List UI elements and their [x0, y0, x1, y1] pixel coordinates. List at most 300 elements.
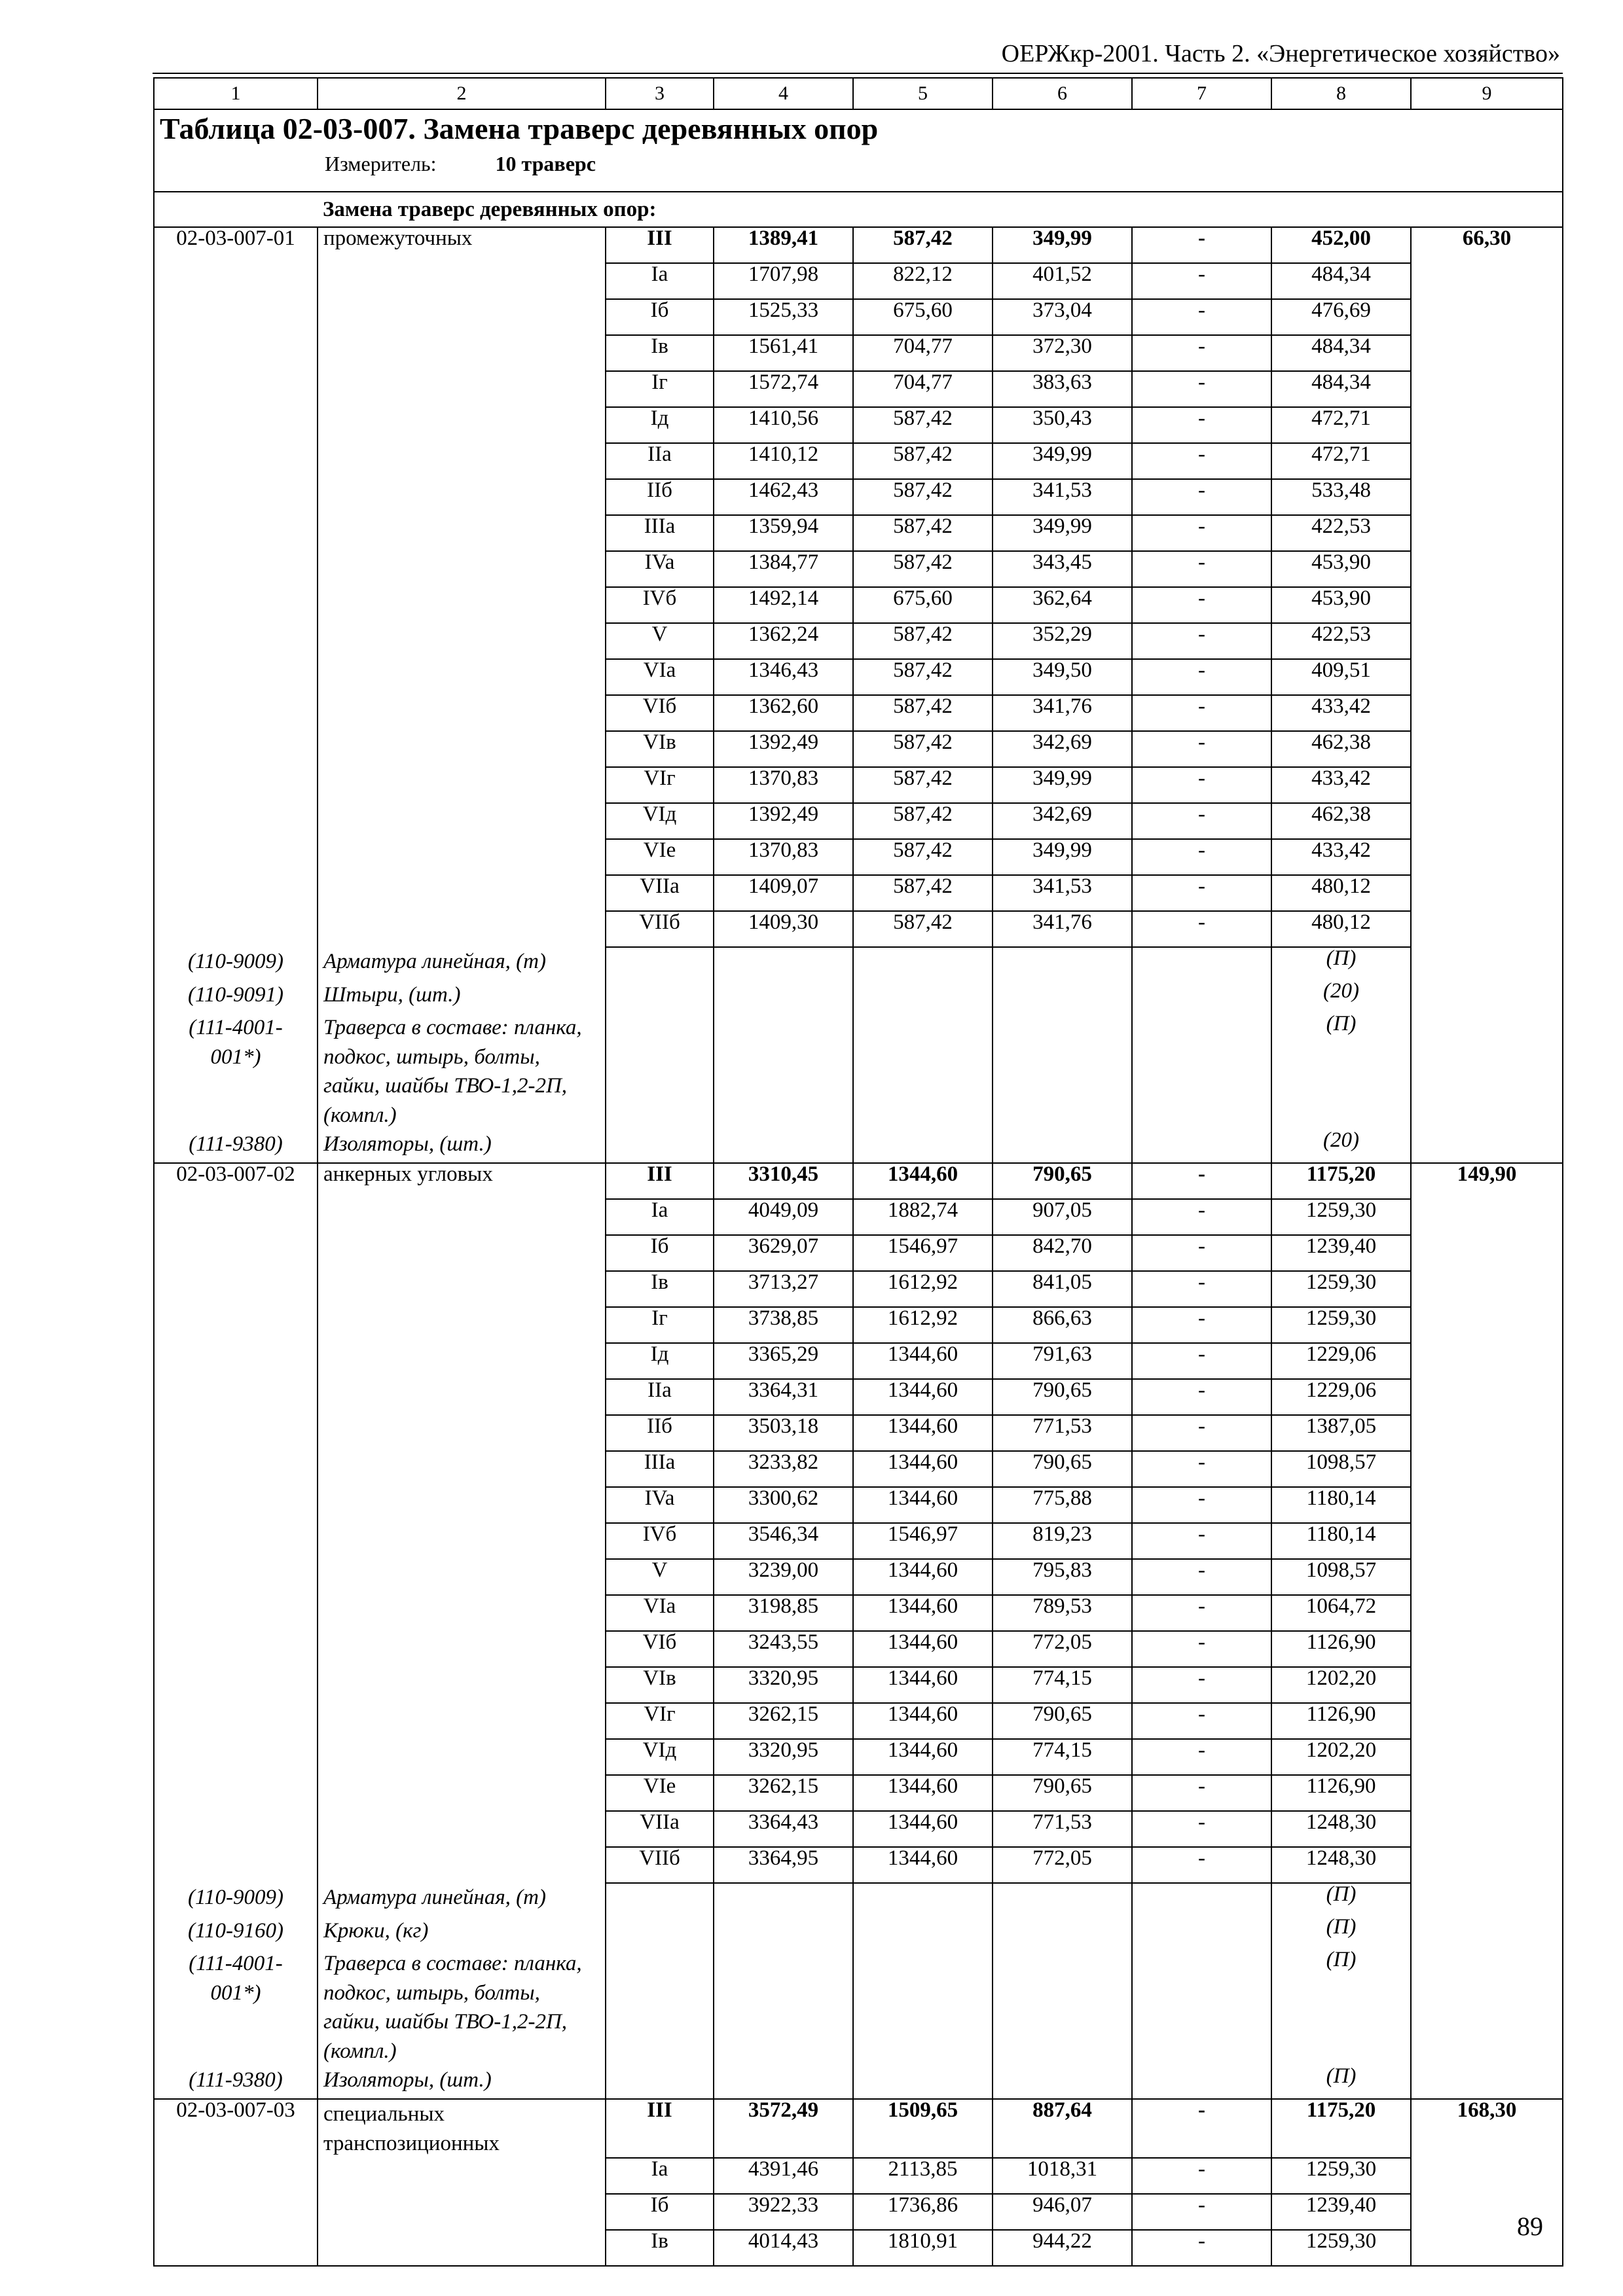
wages: 1344,60 — [853, 1631, 993, 1667]
machine-cost: 946,07 — [993, 2194, 1132, 2230]
total-cost: 1561,41 — [714, 335, 853, 371]
materials-cost: - — [1132, 443, 1271, 479]
blank-cell — [154, 515, 318, 551]
labor-value: 462,38 — [1271, 731, 1411, 767]
wages: 1344,60 — [853, 1415, 993, 1451]
blank-cell — [154, 1487, 318, 1523]
wages: 1344,60 — [853, 1775, 993, 1811]
wages: 587,42 — [853, 911, 993, 947]
table-row — [154, 1847, 1563, 1883]
blank-cell — [154, 1631, 318, 1667]
blank-cell — [318, 1235, 606, 1271]
wages: 822,12 — [853, 263, 993, 299]
measure-line — [160, 144, 1557, 174]
blank-cell — [154, 1595, 318, 1631]
blank-cell — [1411, 659, 1563, 695]
blank-cell — [714, 1013, 853, 1130]
labor-value: 1126,90 — [1271, 1775, 1411, 1811]
total-cost: 1359,94 — [714, 515, 853, 551]
blank-cell — [1411, 1775, 1563, 1811]
materials-cost: - — [1132, 2230, 1271, 2266]
blank-cell — [1411, 1013, 1563, 1130]
total-cost: 3239,00 — [714, 1559, 853, 1595]
wages: 587,42 — [853, 695, 993, 731]
blank-cell — [1411, 1739, 1563, 1775]
machine-cost: 887,64 — [993, 2099, 1132, 2158]
wages: 1344,60 — [853, 1667, 993, 1703]
materials-cost: - — [1132, 1415, 1271, 1451]
blank-cell — [154, 335, 318, 371]
table-row — [154, 1559, 1563, 1595]
total-cost: 1370,83 — [714, 767, 853, 803]
blank-cell — [1132, 1949, 1271, 2066]
blank-cell — [993, 1130, 1132, 1163]
blank-cell — [318, 1271, 606, 1307]
table-row — [154, 1379, 1563, 1415]
labor-value: 1259,30 — [1271, 2158, 1411, 2194]
blank-cell — [1411, 803, 1563, 839]
table-title-row — [154, 109, 1563, 192]
resource-row — [154, 1883, 1563, 1916]
blank-cell — [154, 1451, 318, 1487]
blank-cell — [1411, 1451, 1563, 1487]
machine-cost: 771,53 — [993, 1811, 1132, 1847]
blank-cell — [1411, 551, 1563, 587]
blank-cell — [318, 515, 606, 551]
materials-cost: - — [1132, 875, 1271, 911]
blank-cell — [318, 839, 606, 875]
blank-cell — [154, 192, 318, 227]
blank-cell — [154, 1847, 318, 1883]
wages: 1344,60 — [853, 1343, 993, 1379]
blank-cell — [318, 1559, 606, 1595]
labor-value: 1259,30 — [1271, 2230, 1411, 2266]
wages: 587,42 — [853, 731, 993, 767]
table-row — [154, 227, 1563, 263]
rate-code: 02-03-007-02 — [154, 1163, 318, 1199]
machine-cost: 401,52 — [993, 263, 1132, 299]
zone-code: IVa — [606, 551, 714, 587]
materials-cost: - — [1132, 263, 1271, 299]
blank-cell — [1411, 767, 1563, 803]
wages: 1344,60 — [853, 1595, 993, 1631]
blank-cell — [1411, 1667, 1563, 1703]
machine-cost: 774,15 — [993, 1667, 1132, 1703]
table-row — [154, 875, 1563, 911]
materials-cost: - — [1132, 587, 1271, 623]
blank-cell — [1132, 947, 1271, 980]
machine-cost: 944,22 — [993, 2230, 1132, 2266]
total-cost: 3738,85 — [714, 1307, 853, 1343]
measure-value: 10 траверс — [495, 152, 596, 175]
wages: 587,42 — [853, 479, 993, 515]
resource-row — [154, 980, 1563, 1013]
machine-cost: 790,65 — [993, 1379, 1132, 1415]
table-row — [154, 2194, 1563, 2230]
total-cost: 3320,95 — [714, 1667, 853, 1703]
blank-cell — [318, 263, 606, 299]
total-cost: 1346,43 — [714, 659, 853, 695]
machine-cost: 790,65 — [993, 1451, 1132, 1487]
materials-cost: - — [1132, 623, 1271, 659]
resource-code: (111-4001-001*) — [154, 1013, 318, 1130]
blank-cell — [318, 1451, 606, 1487]
blank-cell — [1411, 587, 1563, 623]
zone-code: IIб — [606, 1415, 714, 1451]
blank-cell — [154, 911, 318, 947]
table-row — [154, 1487, 1563, 1523]
blank-cell — [853, 1949, 993, 2066]
blank-cell — [154, 1379, 318, 1415]
wages: 587,42 — [853, 227, 993, 263]
blank-cell — [154, 2230, 318, 2266]
total-cost: 3310,45 — [714, 1163, 853, 1199]
wages: 1810,91 — [853, 2230, 993, 2266]
zone-code: III — [606, 227, 714, 263]
blank-cell — [154, 1775, 318, 1811]
materials-cost: - — [1132, 911, 1271, 947]
blank-cell — [606, 1883, 714, 1916]
column-number: 6 — [993, 78, 1132, 109]
total-cost: 1707,98 — [714, 263, 853, 299]
labor-value: 484,34 — [1271, 371, 1411, 407]
zone-code: Iд — [606, 1343, 714, 1379]
blank-cell — [154, 731, 318, 767]
column-number: 8 — [1271, 78, 1411, 109]
rates-table — [153, 77, 1563, 2267]
blank-cell — [318, 299, 606, 335]
blank-cell — [714, 1916, 853, 1949]
resource-row — [154, 1916, 1563, 1949]
materials-cost: - — [1132, 2158, 1271, 2194]
blank-cell — [606, 1916, 714, 1949]
resource-name: Траверса в составе: планка, подкос, штырь, болты, гайки, шайбы ТВО-1,2-2П, (компл.) — [318, 1013, 606, 1130]
blank-cell — [318, 695, 606, 731]
labor-value: 480,12 — [1271, 911, 1411, 947]
blank-cell — [318, 1631, 606, 1667]
materials-cost: - — [1132, 299, 1271, 335]
blank-cell — [154, 1739, 318, 1775]
machine-cost: 772,05 — [993, 1847, 1132, 1883]
blank-cell — [993, 980, 1132, 1013]
section-header: Замена траверс деревянных опор: — [318, 192, 1563, 227]
table-row — [154, 1703, 1563, 1739]
blank-cell — [1411, 1199, 1563, 1235]
total-cost: 1362,60 — [714, 695, 853, 731]
materials-cost: - — [1132, 515, 1271, 551]
labor-value: 484,34 — [1271, 335, 1411, 371]
materials-cost: - — [1132, 695, 1271, 731]
blank-cell — [154, 1703, 318, 1739]
total-cost: 3300,62 — [714, 1487, 853, 1523]
header-rule — [153, 73, 1563, 74]
blank-cell — [318, 479, 606, 515]
blank-cell — [154, 623, 318, 659]
materials-cost: - — [1132, 551, 1271, 587]
machine-cost: 350,43 — [993, 407, 1132, 443]
table-row — [154, 1523, 1563, 1559]
total-cost: 3629,07 — [714, 1235, 853, 1271]
table-row — [154, 443, 1563, 479]
table-row — [154, 2230, 1563, 2266]
blank-cell — [318, 1343, 606, 1379]
blank-cell — [154, 767, 318, 803]
wages: 587,42 — [853, 623, 993, 659]
blank-cell — [318, 2230, 606, 2266]
resource-code: (110-9160) — [154, 1916, 318, 1949]
total-cost: 1492,14 — [714, 587, 853, 623]
wages: 587,42 — [853, 875, 993, 911]
zone-code: VIд — [606, 1739, 714, 1775]
blank-cell — [853, 1883, 993, 1916]
materials-cost: - — [1132, 1559, 1271, 1595]
wages: 675,60 — [853, 587, 993, 623]
wages: 1344,60 — [853, 1379, 993, 1415]
materials-cost: - — [1132, 1451, 1271, 1487]
machine-cost: 352,29 — [993, 623, 1132, 659]
blank-cell — [318, 407, 606, 443]
labor-value: 1175,20 — [1271, 2099, 1411, 2158]
blank-cell — [318, 767, 606, 803]
table-row — [154, 407, 1563, 443]
labor-value: 433,42 — [1271, 839, 1411, 875]
wages: 587,42 — [853, 515, 993, 551]
blank-cell — [993, 1916, 1132, 1949]
table-row — [154, 1415, 1563, 1451]
labor-hours: 168,30 — [1411, 2099, 1563, 2158]
table-row — [154, 731, 1563, 767]
blank-cell — [154, 1235, 318, 1271]
blank-cell — [154, 551, 318, 587]
resource-name: Арматура линейная, (т) — [318, 1883, 606, 1916]
blank-cell — [1132, 980, 1271, 1013]
table-row — [154, 1739, 1563, 1775]
table-row — [154, 1667, 1563, 1703]
blank-cell — [1411, 1343, 1563, 1379]
zone-code: IVб — [606, 587, 714, 623]
column-number: 5 — [853, 78, 993, 109]
machine-cost: 362,64 — [993, 587, 1132, 623]
machine-cost: 866,63 — [993, 1307, 1132, 1343]
resource-row — [154, 947, 1563, 980]
resource-name: Арматура линейная, (т) — [318, 947, 606, 980]
blank-cell — [318, 1199, 606, 1235]
resource-code: (111-9380) — [154, 2066, 318, 2099]
labor-hours: 66,30 — [1411, 227, 1563, 263]
blank-cell — [1411, 263, 1563, 299]
machine-cost: 790,65 — [993, 1703, 1132, 1739]
blank-cell — [154, 1199, 318, 1235]
blank-cell — [1411, 1559, 1563, 1595]
blank-cell — [154, 371, 318, 407]
materials-cost: - — [1132, 1307, 1271, 1343]
blank-cell — [1132, 2066, 1271, 2099]
machine-cost: 775,88 — [993, 1487, 1132, 1523]
table-row — [154, 551, 1563, 587]
zone-code: IIIa — [606, 1451, 714, 1487]
resource-code: (110-9091) — [154, 980, 318, 1013]
table-row — [154, 263, 1563, 299]
machine-cost: 1018,31 — [993, 2158, 1132, 2194]
table-row — [154, 839, 1563, 875]
table-row — [154, 1163, 1563, 1199]
resource-quantity: (20) — [1271, 980, 1411, 1013]
blank-cell — [318, 1811, 606, 1847]
zone-code: Iг — [606, 1307, 714, 1343]
blank-cell — [1411, 731, 1563, 767]
wages: 1612,92 — [853, 1271, 993, 1307]
machine-cost: 795,83 — [993, 1559, 1132, 1595]
column-number: 9 — [1411, 78, 1563, 109]
materials-cost: - — [1132, 479, 1271, 515]
blank-cell — [154, 659, 318, 695]
blank-cell — [1411, 299, 1563, 335]
machine-cost: 342,69 — [993, 803, 1132, 839]
blank-cell — [318, 1487, 606, 1523]
table-row — [154, 1307, 1563, 1343]
column-number: 3 — [606, 78, 714, 109]
labor-value: 409,51 — [1271, 659, 1411, 695]
resource-code: (111-9380) — [154, 1130, 318, 1163]
table-row — [154, 1595, 1563, 1631]
blank-cell — [318, 1847, 606, 1883]
machine-cost: 774,15 — [993, 1739, 1132, 1775]
zone-code: IIa — [606, 443, 714, 479]
materials-cost: - — [1132, 2099, 1271, 2158]
blank-cell — [1411, 1949, 1563, 2066]
table-row — [154, 1199, 1563, 1235]
labor-value: 422,53 — [1271, 515, 1411, 551]
labor-value: 1239,40 — [1271, 1235, 1411, 1271]
total-cost: 1410,56 — [714, 407, 853, 443]
wages: 1344,60 — [853, 1559, 993, 1595]
blank-cell — [714, 980, 853, 1013]
machine-cost: 341,53 — [993, 875, 1132, 911]
wages: 1344,60 — [853, 1163, 993, 1199]
blank-cell — [318, 551, 606, 587]
blank-cell — [318, 911, 606, 947]
blank-cell — [606, 947, 714, 980]
materials-cost: - — [1132, 1523, 1271, 1559]
blank-cell — [154, 1415, 318, 1451]
blank-cell — [1411, 515, 1563, 551]
machine-cost: 819,23 — [993, 1523, 1132, 1559]
labor-value: 476,69 — [1271, 299, 1411, 335]
labor-value: 484,34 — [1271, 263, 1411, 299]
blank-cell — [1132, 1130, 1271, 1163]
machine-cost: 349,99 — [993, 227, 1132, 263]
blank-cell — [318, 659, 606, 695]
machine-cost: 343,45 — [993, 551, 1132, 587]
zone-code: Iв — [606, 335, 714, 371]
blank-cell — [993, 1013, 1132, 1130]
total-cost: 3262,15 — [714, 1775, 853, 1811]
total-cost: 3364,31 — [714, 1379, 853, 1415]
wages: 1344,60 — [853, 1811, 993, 1847]
materials-cost: - — [1132, 731, 1271, 767]
wages: 2113,85 — [853, 2158, 993, 2194]
blank-cell — [853, 1130, 993, 1163]
machine-cost: 791,63 — [993, 1343, 1132, 1379]
blank-cell — [154, 407, 318, 443]
zone-code: Ia — [606, 1199, 714, 1235]
zone-code: IVa — [606, 1487, 714, 1523]
column-number: 1 — [154, 78, 318, 109]
labor-hours: 149,90 — [1411, 1163, 1563, 1199]
blank-cell — [1411, 335, 1563, 371]
rate-code: 02-03-007-03 — [154, 2099, 318, 2158]
materials-cost: - — [1132, 1199, 1271, 1235]
blank-cell — [1411, 479, 1563, 515]
table-row — [154, 803, 1563, 839]
zone-code: VIд — [606, 803, 714, 839]
zone-code: Iг — [606, 371, 714, 407]
materials-cost: - — [1132, 803, 1271, 839]
zone-code: VIa — [606, 1595, 714, 1631]
materials-cost: - — [1132, 1379, 1271, 1415]
blank-cell — [318, 1307, 606, 1343]
table-row — [154, 1451, 1563, 1487]
resource-code: (111-4001-001*) — [154, 1949, 318, 2066]
total-cost: 1389,41 — [714, 227, 853, 263]
labor-value: 1098,57 — [1271, 1451, 1411, 1487]
column-number: 2 — [318, 78, 606, 109]
wages: 587,42 — [853, 803, 993, 839]
machine-cost: 373,04 — [993, 299, 1132, 335]
blank-cell — [154, 695, 318, 731]
materials-cost: - — [1132, 1847, 1271, 1883]
work-name: промежуточных — [318, 227, 606, 263]
labor-value: 1180,14 — [1271, 1523, 1411, 1559]
blank-cell — [853, 947, 993, 980]
wages: 1546,97 — [853, 1235, 993, 1271]
materials-cost: - — [1132, 371, 1271, 407]
zone-code: VIIб — [606, 911, 714, 947]
labor-value: 1175,20 — [1271, 1163, 1411, 1199]
blank-cell — [154, 875, 318, 911]
total-cost: 3198,85 — [714, 1595, 853, 1631]
total-cost: 3365,29 — [714, 1343, 853, 1379]
labor-value: 1259,30 — [1271, 1307, 1411, 1343]
total-cost: 3233,82 — [714, 1451, 853, 1487]
wages: 1344,60 — [853, 1739, 993, 1775]
blank-cell — [1411, 1271, 1563, 1307]
blank-cell — [1132, 1013, 1271, 1130]
labor-value: 1259,30 — [1271, 1271, 1411, 1307]
blank-cell — [1411, 911, 1563, 947]
zone-code: III — [606, 2099, 714, 2158]
blank-cell — [1411, 1703, 1563, 1739]
total-cost: 3364,95 — [714, 1847, 853, 1883]
zone-code: IIб — [606, 479, 714, 515]
zone-code: VIIб — [606, 1847, 714, 1883]
table-row — [154, 1775, 1563, 1811]
resource-quantity: (П) — [1271, 947, 1411, 980]
labor-value: 1202,20 — [1271, 1667, 1411, 1703]
blank-cell — [606, 1130, 714, 1163]
table-row — [154, 767, 1563, 803]
labor-value: 453,90 — [1271, 587, 1411, 623]
labor-value: 1180,14 — [1271, 1487, 1411, 1523]
total-cost: 1370,83 — [714, 839, 853, 875]
blank-cell — [154, 479, 318, 515]
labor-value: 1098,57 — [1271, 1559, 1411, 1595]
table-row — [154, 2158, 1563, 2194]
blank-cell — [1411, 1307, 1563, 1343]
zone-code: Iб — [606, 1235, 714, 1271]
resource-row — [154, 1130, 1563, 1163]
machine-cost: 341,76 — [993, 911, 1132, 947]
